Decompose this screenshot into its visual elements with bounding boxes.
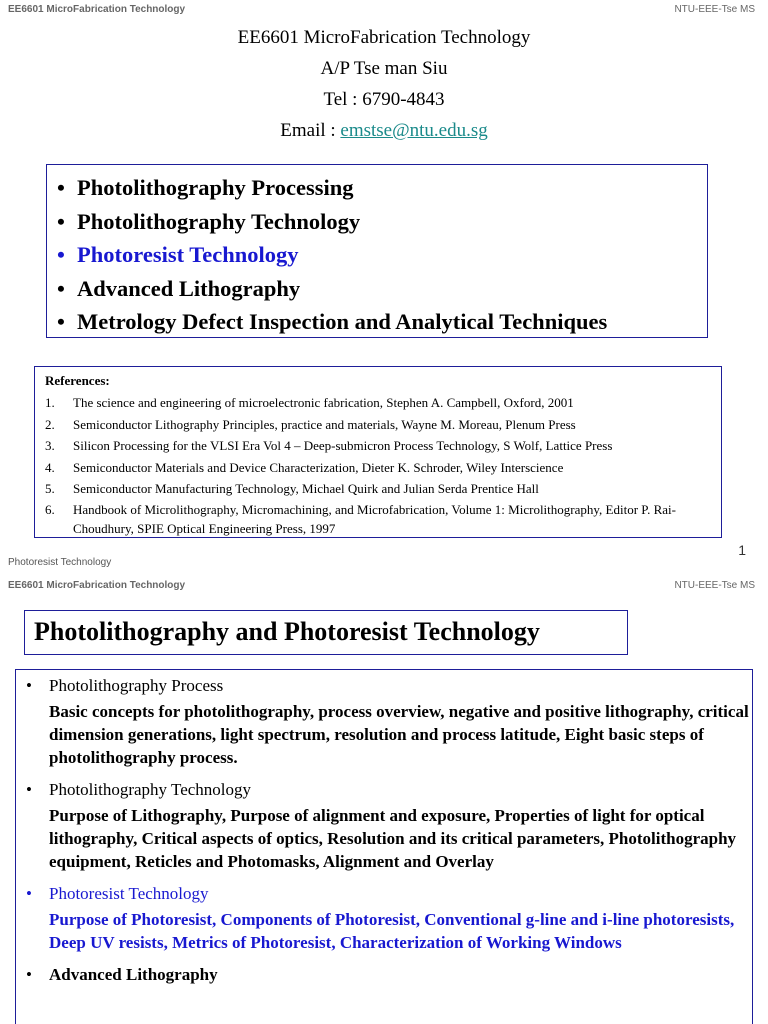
- outline-box: [15, 669, 753, 1024]
- section-body: Basic concepts for photolithography, process overview, negative and positive lithography, critical dimension generations, light spectrum, resolution and process latitude, Eight basic steps of photolithography process.: [49, 702, 749, 767]
- section-body: Purpose of Lithography, Purpose of alignment and exposure, Properties of light for optical lithography, Critical aspects of optics, Resolution and its critical parameters, Photolithography equipment, Reticles and Photomasks, Alignment and Overlay: [49, 806, 737, 871]
- topic-item: • Metrology Defect Inspection and Analytical Techniques: [57, 309, 608, 335]
- topic-item: • Photolithography Technology: [57, 208, 361, 234]
- reference-item: 6. Handbook of Microlithography, Micromachining, and Microfabrication, Volume 1: Microlithography, Editor P. Rai-Choudhury, SPIE Optical Engineering Press, 1997: [45, 501, 676, 536]
- telephone: Tel : 6790-4843: [323, 89, 445, 110]
- email-label: Email :: [280, 120, 341, 141]
- page-number: 1: [738, 542, 746, 558]
- section-body: Purpose of Photoresist, Components of Photoresist, Conventional g-line and i-line photoresists, Deep UV resists, Metrics of Photoresist, Characterization of Working Windows: [49, 910, 735, 952]
- lecturer-name: A/P Tse man Siu: [320, 58, 448, 79]
- email-link[interactable]: emstse@ntu.edu.sg: [340, 120, 488, 141]
- topic-item-current: • Photoresist Technology: [57, 242, 299, 268]
- section-heading: Photolithography Process: [49, 676, 224, 695]
- outline-section-current: • Photoresist Technology Purpose of Photoresist, Components of Photoresist, Conventional g-line and i-line photoresists, Deep UV resists, Metrics of Photoresist, Characterization of Working Windows: [26, 883, 752, 954]
- slide1-header-author: NTU-EEE-Tse MS: [674, 4, 755, 15]
- reference-item: 1. The science and engineering of microelectronic fabrication, Stephen A. Campbell, Oxford, 2001: [45, 395, 574, 410]
- slide1-footer-topic: Photoresist Technology: [8, 557, 112, 568]
- section-heading: Advanced Lithography: [49, 965, 218, 984]
- section-heading: Photolithography Technology: [49, 780, 252, 799]
- slide2-title: Photolithography and Photoresist Technology: [24, 610, 628, 655]
- slide2-header-course: EE6601 MicroFabrication Technology: [8, 580, 186, 591]
- course-title: EE6601 MicroFabrication Technology: [237, 27, 531, 48]
- outline-section: • Photolithography Technology Purpose of Lithography, Purpose of alignment and exposure, Properties of light for optical lithography, Critical aspects of optics, Resolution and its critical parameters, Photolithography equipment, Reticles and Photomasks, Alignment and Overlay: [26, 779, 752, 873]
- topic-item: • Photolithography Processing: [57, 175, 354, 200]
- references-box: [34, 366, 722, 538]
- reference-item: 2. Semiconductor Lithography Principles, practice and materials, Wayne M. Moreau, Plenum Press: [45, 416, 576, 432]
- slide2-header-author: NTU-EEE-Tse MS: [674, 580, 755, 591]
- slide1-header-course: EE6601 MicroFabrication Technology: [8, 4, 186, 15]
- outline-section: • Photolithography Process Basic concepts for photolithography, process overview, negative and positive lithography, critical dimension generations, light spectrum, resolution and process latitude, Eight basic steps of photolithography process.: [26, 675, 752, 769]
- email-line: [0, 120, 768, 142]
- reference-item: 5. Semiconductor Manufacturing Technology, Michael Quirk and Julian Serda Prentice Hall: [45, 481, 539, 496]
- topics-box: [46, 164, 708, 338]
- section-heading: Photoresist Technology: [49, 884, 209, 903]
- reference-item: 3. Silicon Processing for the VLSI Era Vol 4 – Deep-submicron Process Technology, S Wolf, Lattice Press: [45, 438, 613, 453]
- outline-section: • Advanced Lithography: [26, 965, 218, 984]
- reference-item: 4. Semiconductor Materials and Device Characterization, Dieter K. Schroder, Wiley Interscience: [45, 459, 564, 475]
- references-title: References:: [45, 373, 110, 388]
- topic-item: • Advanced Lithography: [57, 275, 301, 301]
